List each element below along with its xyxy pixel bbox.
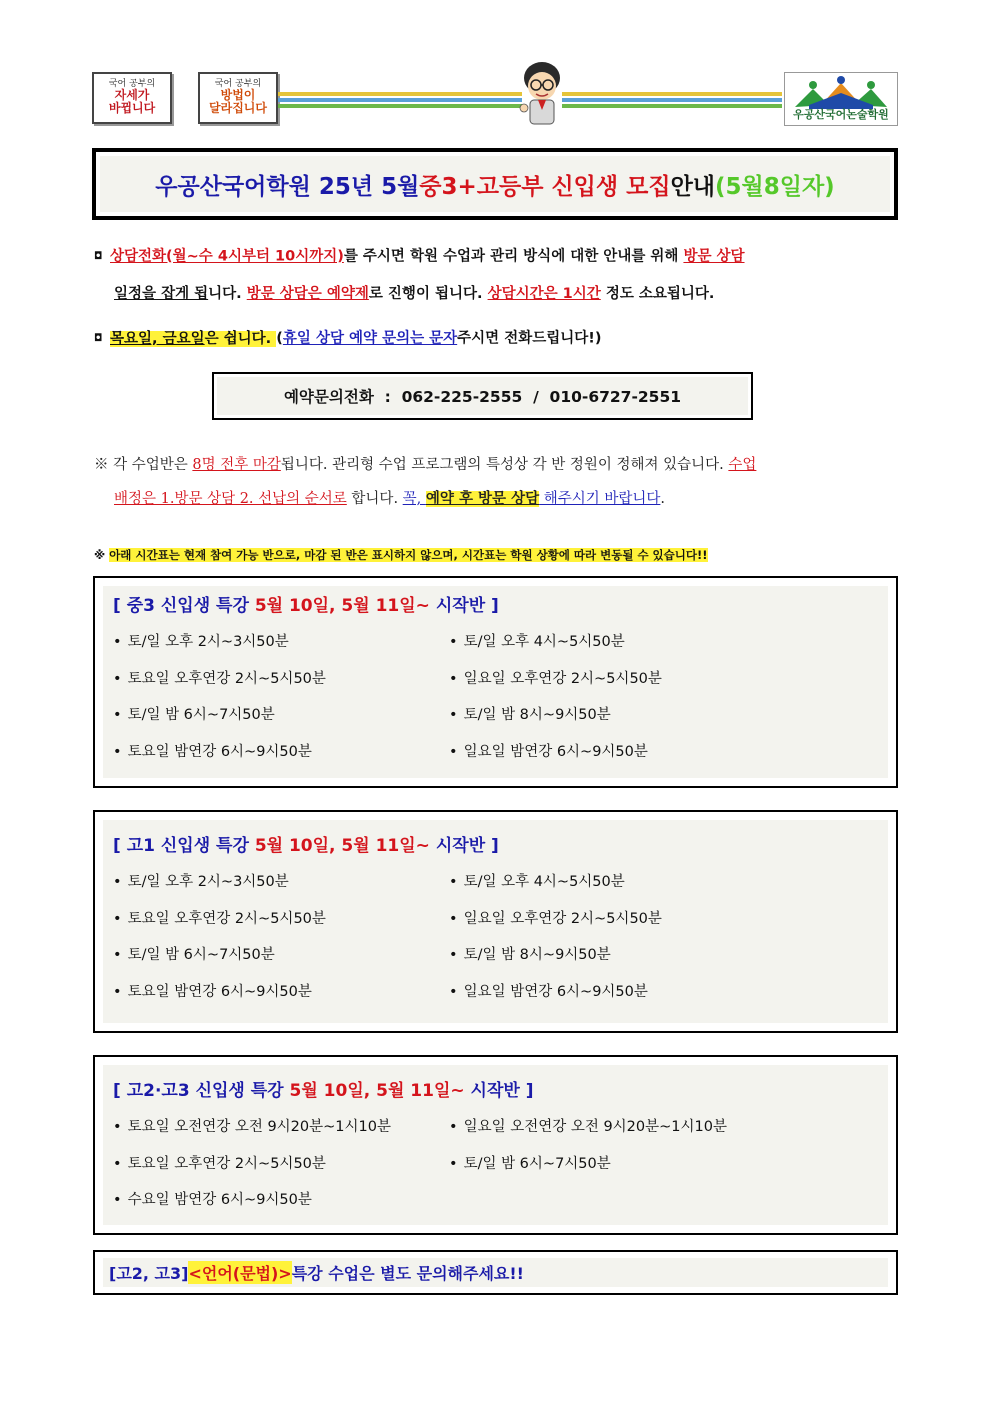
bullet-icon: • bbox=[113, 1192, 122, 1208]
para-text: 니다. bbox=[208, 285, 247, 302]
para-text: 일정을 잡게 됩 bbox=[114, 285, 209, 302]
bullet-icon: • bbox=[113, 707, 122, 723]
notice-mark: ※ bbox=[94, 548, 110, 562]
schedule-item-text: 토요일 밤연강 6시~9시50분 bbox=[127, 983, 312, 1000]
visit-text: 방문 상담 bbox=[683, 248, 745, 265]
closed-days-info bbox=[94, 320, 900, 358]
decor-stripe bbox=[278, 104, 522, 108]
bullet-icon: • bbox=[113, 670, 122, 687]
para-text: ( bbox=[276, 330, 283, 347]
schedule-item-text: 토요일 밤연강 6시~9시50분 bbox=[127, 743, 312, 760]
decor-stripe bbox=[278, 98, 522, 102]
schedule-item bbox=[113, 1109, 449, 1146]
section-title-date: 5월 10일, 5월 11일~ bbox=[254, 836, 430, 856]
square-bullet-icon: ◘ bbox=[94, 251, 103, 262]
bullet-icon: • bbox=[449, 707, 458, 723]
schedule-item-text: 토/일 오후 4시~5시50분 bbox=[463, 874, 625, 890]
notice-red-text: 배정은 1.방문 상담 2. 선납의 순서로 bbox=[114, 491, 347, 507]
title-part: (5월8일자) bbox=[715, 173, 835, 200]
schedule-item bbox=[113, 697, 449, 734]
section-title-part: 시작반 ] bbox=[429, 596, 499, 616]
schedule-item-text: 수요일 밤연강 6시~9시50분 bbox=[127, 1192, 312, 1208]
schedule-item bbox=[113, 624, 449, 661]
decor-stripe bbox=[562, 104, 782, 108]
bullet-icon: • bbox=[113, 947, 122, 963]
section-title-part: 시작반 ] bbox=[464, 1081, 534, 1101]
schedule-item-text: 토/일 밤 6시~7시50분 bbox=[127, 707, 275, 723]
schedule-item-text: 토요일 오후연강 2시~5시50분 bbox=[127, 670, 326, 687]
notice-blue-text: 꼭, bbox=[402, 491, 426, 507]
schedule-item-text: 토요일 오후연강 2시~5시50분 bbox=[127, 1155, 326, 1172]
title-part: 중3+고등부 신입생 모집 bbox=[419, 173, 671, 200]
academy-logo bbox=[784, 72, 898, 126]
badge-big-text: 방법이 bbox=[220, 88, 256, 102]
notice-text: 합니다. bbox=[346, 491, 403, 507]
schedule-item-text: 토/일 밤 6시~7시50분 bbox=[127, 947, 275, 963]
schedule-item bbox=[449, 734, 849, 771]
schedule-item-text: 일요일 밤연강 6시~9시50분 bbox=[463, 983, 648, 1000]
schedule-item bbox=[113, 1146, 449, 1183]
schedule-item bbox=[449, 661, 849, 698]
bullet-icon: • bbox=[113, 743, 122, 760]
notice-text: 됩니다. 관리형 수업 프로그램의 특성상 각 반 정원이 정해져 있습니다. bbox=[280, 457, 729, 473]
bullet-icon: • bbox=[113, 634, 122, 650]
logo-text: 우공산국어논술학원 bbox=[793, 108, 889, 121]
closed-days-text: 목요일, 금요일 bbox=[110, 330, 205, 347]
title-part: 우공산 bbox=[155, 173, 222, 200]
grammar-notice-part: 특강 수업은 별도 문의해주세요!! bbox=[291, 1264, 524, 1283]
teacher-cartoon-icon bbox=[512, 58, 572, 126]
schedule-item-text: 일요일 오후연강 2시~5시50분 bbox=[463, 670, 662, 687]
schedule-item-text: 토/일 밤 6시~7시50분 bbox=[463, 1155, 611, 1172]
notice-text: ※ 각 수업반은 bbox=[94, 457, 193, 473]
schedule-item bbox=[449, 1109, 849, 1146]
schedule-item bbox=[113, 864, 449, 901]
schedule-item-text: 토/일 오후 2시~3시50분 bbox=[127, 634, 289, 650]
section-high2-3 bbox=[93, 1055, 898, 1235]
title-part: 안내 bbox=[670, 173, 715, 200]
section-title bbox=[113, 832, 878, 860]
notice-blue-text: 해주시기 바랍니다 bbox=[539, 491, 661, 507]
page-title bbox=[100, 156, 890, 212]
para-text: 로 진행이 됩니다. bbox=[368, 285, 488, 302]
schedule-item-text: 일요일 오후연강 2시~5시50분 bbox=[463, 910, 662, 927]
schedule-item-text: 토/일 오후 4시~5시50분 bbox=[463, 634, 625, 650]
bullet-icon: • bbox=[113, 1119, 122, 1135]
bullet-icon: • bbox=[113, 1155, 122, 1172]
grammar-notice-highlight: <언어(문법)> bbox=[188, 1261, 291, 1284]
phone-hours-text: 상담전화(월~수 4시부터 10시까지) bbox=[110, 248, 344, 265]
schedule-item bbox=[113, 734, 449, 771]
title-box bbox=[92, 148, 898, 220]
decor-stripe bbox=[562, 98, 782, 102]
para-text: 주시면 전화드립니다!) bbox=[457, 330, 602, 347]
badge-small-text: 국어 공부의 bbox=[108, 79, 156, 89]
bullet-icon: • bbox=[449, 947, 458, 963]
contact-phone-text: 예약문의전화 : 062-225-2555 / 010-6727-2551 bbox=[217, 377, 748, 415]
badge-method bbox=[198, 72, 278, 124]
schedule-item bbox=[449, 697, 849, 734]
section-title-part: [ 고1 신입생 특강 bbox=[113, 836, 255, 856]
notice-highlight-text: 예약 후 방문 상담 bbox=[425, 491, 540, 507]
schedule-item-text: 토/일 오후 2시~3시50분 bbox=[127, 874, 289, 890]
schedule-list bbox=[113, 1109, 878, 1219]
notice-red-text: 8명 전후 마감 bbox=[192, 457, 281, 473]
holiday-text: 휴일 상담 예약 문의는 문자 bbox=[282, 330, 458, 347]
schedule-item-text: 일요일 오전연강 오전 9시20분~1시10분 bbox=[463, 1119, 727, 1135]
schedule-item-text: 토요일 오전연강 오전 9시20분~1시10분 bbox=[127, 1119, 391, 1135]
reservation-text: 방문 상담은 예약제 bbox=[246, 285, 369, 302]
section-title-date: 5월 10일, 5월 11일~ bbox=[254, 596, 430, 616]
notice-red-text: 수업 bbox=[728, 457, 757, 473]
section-title-part: [ 중3 신입생 특강 bbox=[113, 596, 255, 616]
bullet-icon: • bbox=[449, 983, 458, 1000]
decor-stripe bbox=[278, 92, 522, 96]
badge-big-text: 자세가 bbox=[114, 88, 150, 102]
grammar-notice bbox=[103, 1258, 888, 1287]
consultation-info bbox=[94, 238, 900, 313]
section-title-part: 시작반 ] bbox=[429, 836, 499, 856]
bullet-icon: • bbox=[449, 910, 458, 927]
square-bullet-icon: ◘ bbox=[94, 333, 103, 344]
schedule-item bbox=[449, 1146, 849, 1183]
section-title-date: 5월 10일, 5월 11일~ bbox=[289, 1081, 465, 1101]
section-title-part: [ 고2·고3 신입생 특강 bbox=[113, 1081, 290, 1101]
bullet-icon: • bbox=[449, 634, 458, 650]
schedule-item-text: 토/일 밤 8시~9시50분 bbox=[463, 707, 611, 723]
title-part: 국어학원 25년 5월 bbox=[221, 173, 420, 200]
notice-text: . bbox=[660, 491, 665, 507]
schedule-item bbox=[113, 901, 449, 938]
badge-big-text: 바뀝니다 bbox=[108, 101, 156, 115]
badge-big-text: 달라집니다 bbox=[209, 101, 267, 115]
schedule-item bbox=[449, 901, 849, 938]
bullet-icon: • bbox=[449, 1119, 458, 1135]
duration-text: 상담시간은 1시간 bbox=[487, 285, 601, 302]
schedule-item bbox=[449, 974, 849, 1011]
schedule-item bbox=[113, 937, 449, 974]
schedule-item-text: 일요일 밤연강 6시~9시50분 bbox=[463, 743, 648, 760]
schedule-list bbox=[113, 864, 878, 1010]
bullet-icon: • bbox=[449, 743, 458, 760]
bullet-icon: • bbox=[113, 910, 122, 927]
schedule-list bbox=[113, 624, 878, 770]
schedule-item bbox=[113, 661, 449, 698]
logo-figures-icon bbox=[789, 75, 893, 109]
para-text: 정도 소요됩니다. bbox=[600, 285, 715, 302]
contact-box bbox=[212, 372, 753, 420]
bullet-icon: • bbox=[113, 874, 122, 890]
bullet-icon: • bbox=[449, 1155, 458, 1172]
decor-stripe bbox=[562, 92, 782, 96]
grammar-notice-box bbox=[93, 1250, 898, 1295]
section-high1 bbox=[93, 810, 898, 1033]
schedule-item bbox=[113, 1182, 449, 1219]
schedule-item bbox=[113, 974, 449, 1011]
schedule-notice bbox=[94, 545, 900, 565]
schedule-item bbox=[449, 937, 849, 974]
schedule-item-text: 토요일 오후연강 2시~5시50분 bbox=[127, 910, 326, 927]
badge-posture bbox=[92, 72, 172, 124]
badge-small-text: 국어 공부의 bbox=[214, 79, 262, 89]
schedule-item bbox=[449, 864, 849, 901]
section-middle3 bbox=[93, 576, 898, 788]
section-title bbox=[113, 1077, 878, 1105]
header bbox=[92, 58, 898, 128]
para-text: 를 주시면 학원 수업과 관리 방식에 대한 안내를 위해 bbox=[343, 248, 684, 265]
para-text: 은 쉽니다. bbox=[204, 330, 277, 347]
bullet-icon: • bbox=[113, 983, 122, 1000]
schedule-notice-text: 아래 시간표는 현재 참여 가능 반으로, 마감 된 반은 표시하지 않으며, 시간표는 학원 상황에 따라 변동될 수 있습니다!! bbox=[109, 548, 708, 562]
notice-paragraph bbox=[94, 448, 900, 516]
schedule-item bbox=[449, 624, 849, 661]
section-title bbox=[113, 592, 878, 620]
grammar-notice-part: [고2, 고3] bbox=[109, 1264, 189, 1283]
schedule-item-text: 토/일 밤 8시~9시50분 bbox=[463, 947, 611, 963]
bullet-icon: • bbox=[449, 670, 458, 687]
bullet-icon: • bbox=[449, 874, 458, 890]
